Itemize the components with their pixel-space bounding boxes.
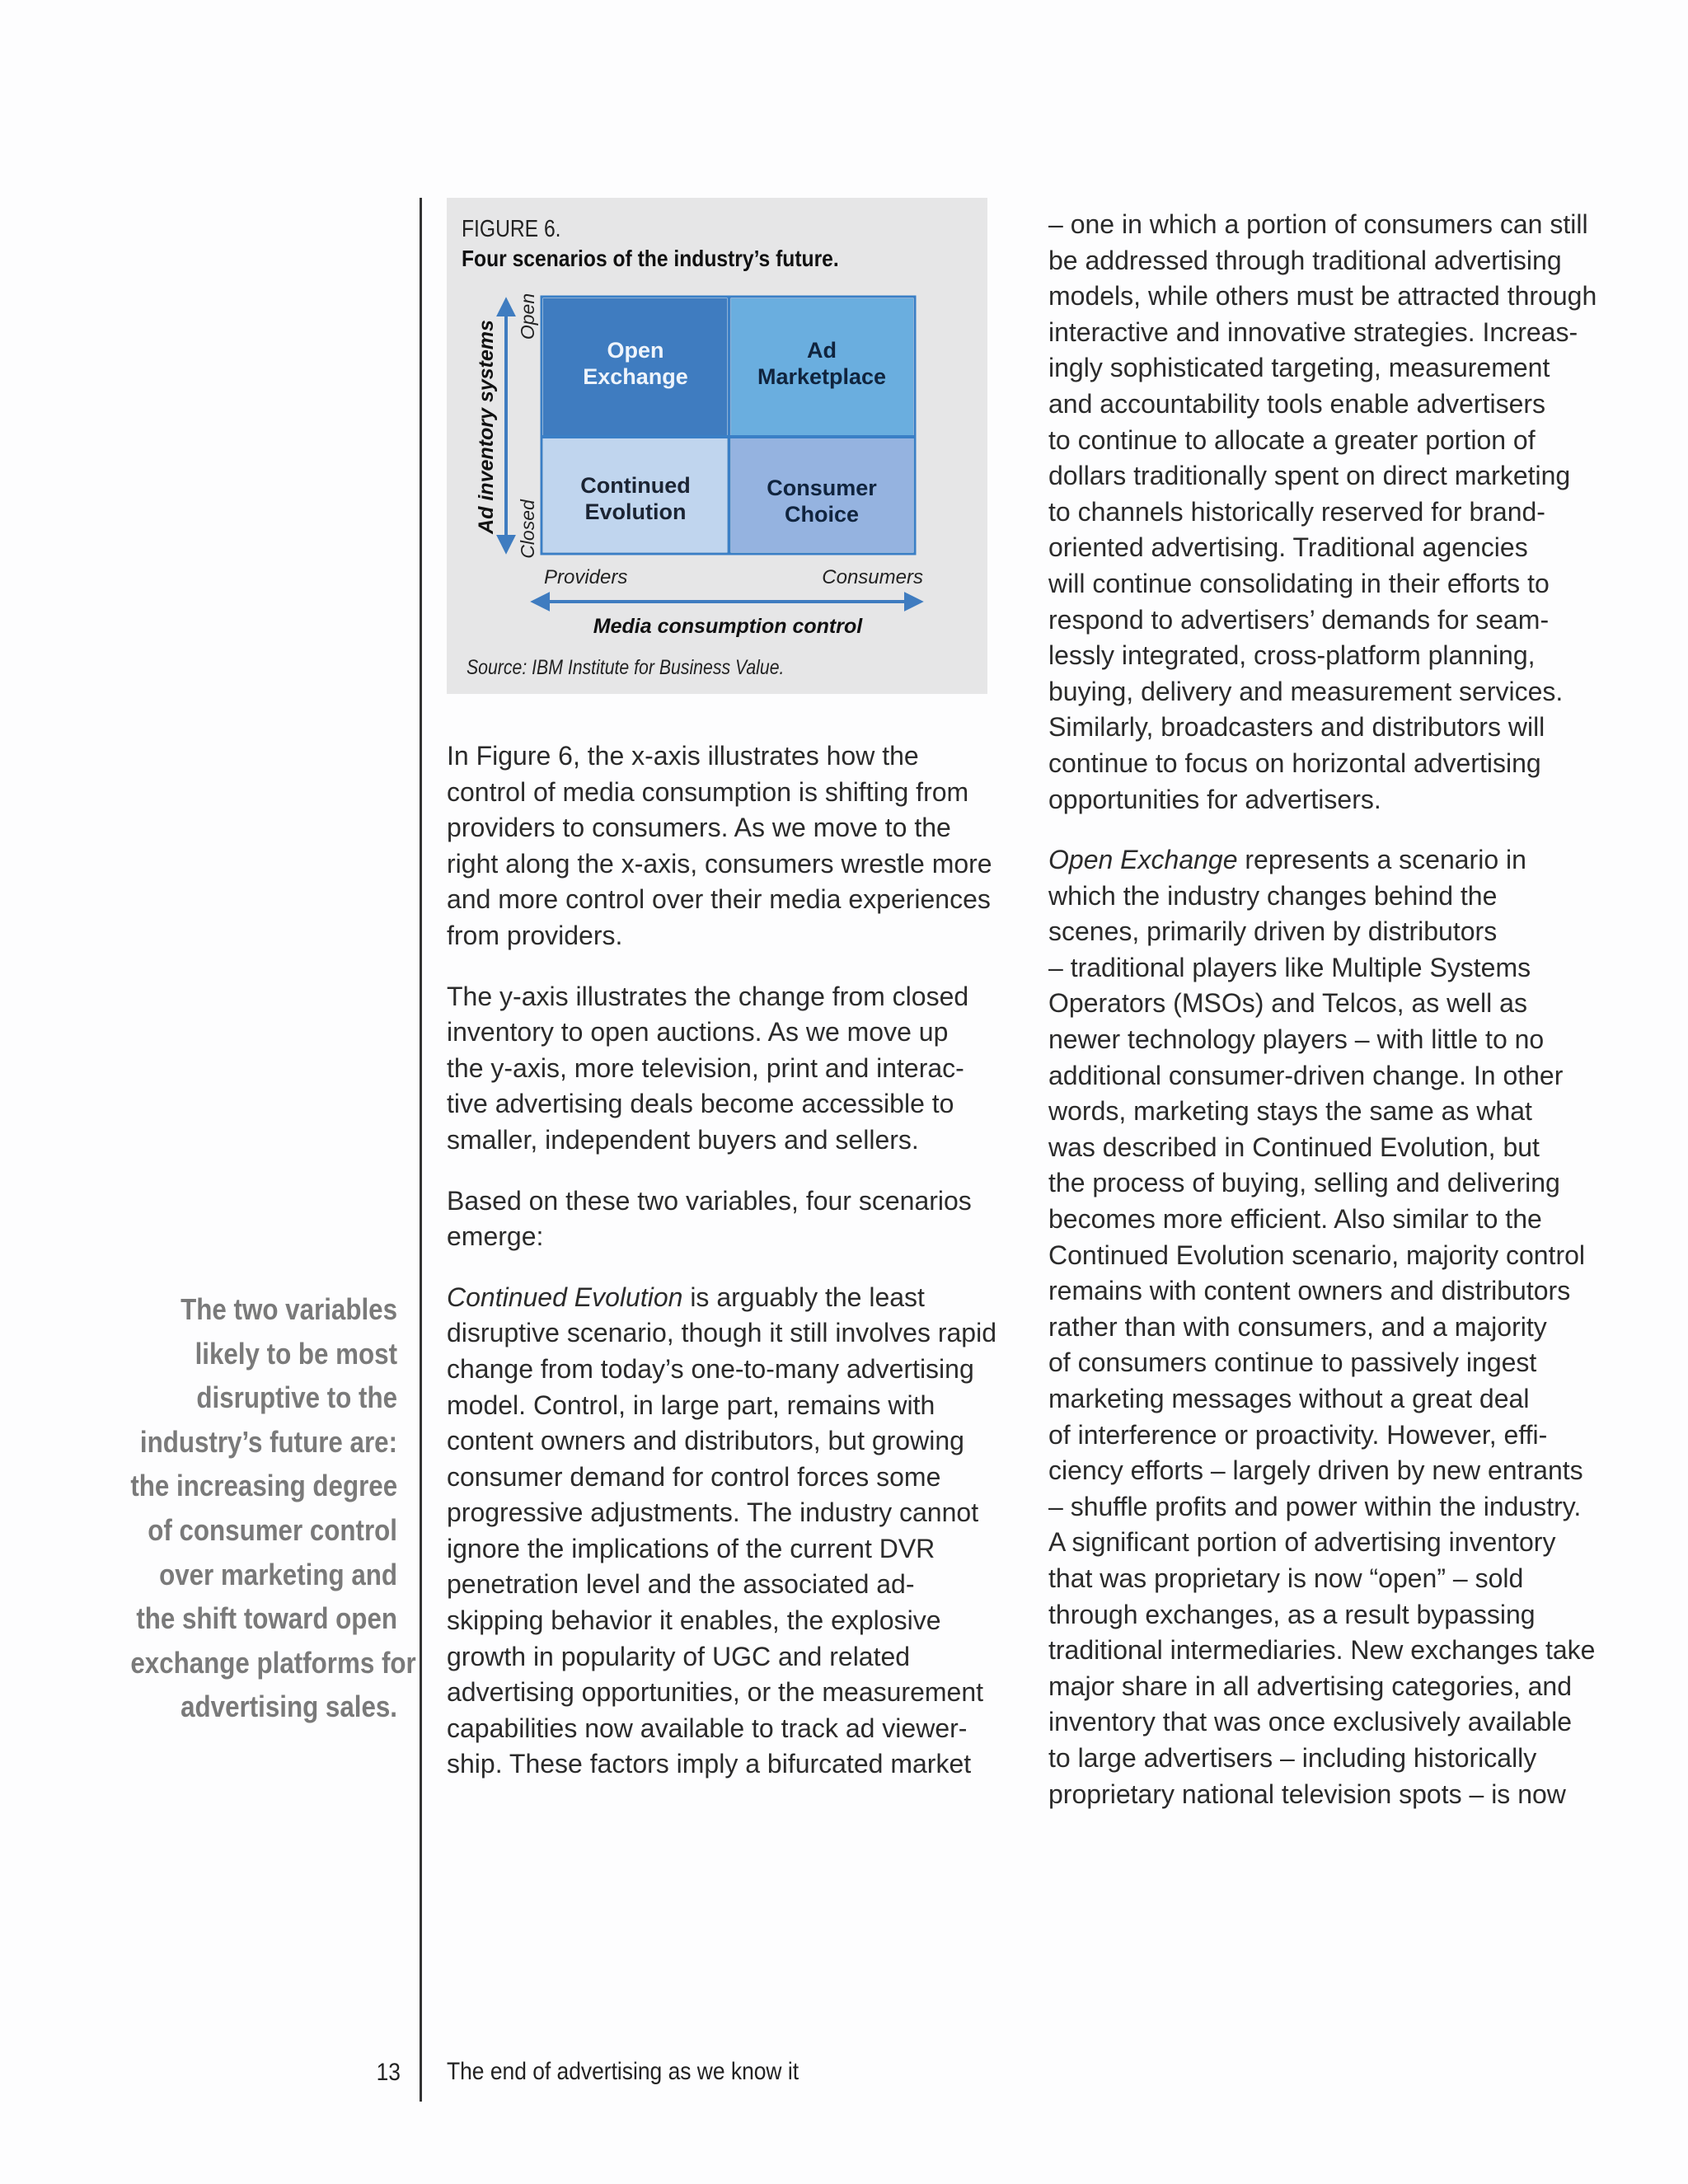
- text-line: advertising opportunities, or the measurement: [447, 1677, 984, 1708]
- text-line: words, marketing stays the same as what: [1048, 1096, 1532, 1127]
- text-line: disruptive scenario, though it still involves rapid: [447, 1318, 996, 1348]
- text-line: Similarly, broadcasters and distributors will: [1048, 712, 1545, 743]
- text-line: of interference or proactivity. However, effi-: [1048, 1419, 1548, 1450]
- text-line: will continue consolidating in their efforts to: [1048, 568, 1550, 598]
- paragraph: [447, 738, 999, 954]
- text-line: [447, 1280, 999, 1316]
- text-line: inventory that was once exclusively available: [1048, 1707, 1572, 1737]
- figure-title: Four scenarios of the industry’s future.: [462, 246, 839, 271]
- text-line: be addressed through traditional advertising: [1048, 245, 1562, 275]
- pull-quote-line: industry’s future are:: [139, 1424, 398, 1459]
- text-line: buying, delivery and measurement services.: [1048, 676, 1564, 706]
- text-line: rather than with consumers, and a majority: [1048, 1311, 1547, 1342]
- figure-source: Source: IBM Institute for Business Value.: [467, 656, 785, 679]
- scenario-name: Continued Evolution: [447, 1282, 683, 1312]
- text-line: consumer demand for control forces some: [447, 1461, 941, 1492]
- text-line: progressive adjustments. The industry cannot: [447, 1497, 979, 1528]
- y-axis-title: Ad inventory systems: [475, 320, 498, 534]
- text-line: oriented advertising. Traditional agencies: [1048, 532, 1528, 563]
- text-line: growth in popularity of UGC and related: [447, 1641, 911, 1671]
- pull-quote-line: the increasing degree: [130, 1469, 398, 1503]
- quadrant-label: Continued: [580, 473, 691, 498]
- quadrant-label: Consumer: [767, 476, 877, 500]
- x-axis-title: Media consumption control: [593, 615, 863, 638]
- pull-quote-line: disruptive to the: [196, 1380, 397, 1415]
- text-line: the process of buying, selling and delivering: [1048, 1168, 1560, 1198]
- paragraph: [1048, 842, 1617, 1812]
- text-line: proprietary national television spots – is now: [1048, 1779, 1566, 1809]
- text-line: right along the x-axis, consumers wrestle more: [447, 848, 992, 879]
- pull-quote-line: of consumer control: [148, 1512, 397, 1547]
- text-line: tive advertising deals become accessible to: [447, 1089, 954, 1119]
- pull-quote-line: advertising sales.: [181, 1690, 397, 1724]
- text-line: A significant portion of advertising inventory: [1048, 1527, 1556, 1558]
- text-line: ciency efforts – largely driven by new entrants: [1048, 1455, 1583, 1486]
- x-axis-consumers-label: Consumers: [822, 566, 923, 588]
- text-line: of consumers continue to passively ingest: [1048, 1347, 1537, 1378]
- text-line: opportunities for advertisers.: [1048, 784, 1381, 814]
- text-line: ingly sophisticated targeting, measurement: [1048, 353, 1550, 383]
- text-line: providers to consumers. As we move to the: [447, 813, 951, 843]
- quadrant-label: Open: [607, 338, 664, 363]
- text-line: remains with content owners and distributors: [1048, 1276, 1571, 1306]
- quadrant-label: Ad: [807, 338, 837, 363]
- footer-title: The end of advertising as we know it: [447, 2058, 799, 2085]
- text-line: penetration level and the associated ad-: [447, 1569, 915, 1600]
- text-line: traditional intermediaries. New exchanges take: [1048, 1635, 1596, 1666]
- pull-quote-line: exchange platforms for: [130, 1645, 416, 1680]
- text-fragment: represents a scenario in: [1237, 845, 1526, 875]
- text-line: was described in Continued Evolution, but: [1048, 1132, 1540, 1162]
- text-line: major share in all advertising categories, and: [1048, 1671, 1572, 1701]
- paragraph: [447, 1183, 999, 1255]
- body-column-left: [447, 738, 999, 1807]
- pull-quote-line: the shift toward open: [136, 1601, 397, 1636]
- text-line: ignore the implications of the current DVR: [447, 1533, 935, 1563]
- figure-6: [447, 198, 987, 694]
- text-line: [1048, 842, 1617, 879]
- pull-quote-line: over marketing and: [159, 1557, 398, 1591]
- text-line: Continued Evolution scenario, majority control: [1048, 1240, 1585, 1270]
- text-line: In Figure 6, the x-axis illustrates how the: [447, 741, 919, 771]
- text-line: emerge:: [447, 1221, 544, 1252]
- text-line: content owners and distributors, but growing: [447, 1426, 964, 1456]
- text-line: to continue to allocate a greater portion of: [1048, 424, 1536, 455]
- text-line: ship. These factors imply a bifurcated market: [447, 1749, 972, 1779]
- pull-quote-line: likely to be most: [195, 1336, 397, 1371]
- figure-label: FIGURE 6.: [462, 216, 561, 242]
- text-line: – traditional players like Multiple Systems: [1048, 952, 1531, 982]
- page-number: 13: [376, 2059, 401, 2086]
- text-fragment: is arguably the least: [682, 1282, 925, 1312]
- text-line: interactive and innovative strategies. Increas-: [1048, 316, 1578, 347]
- text-line: and more control over their media experiences: [447, 884, 991, 915]
- text-line: smaller, independent buyers and sellers.: [447, 1124, 919, 1155]
- quadrant-label: Exchange: [583, 364, 688, 389]
- text-line: Operators (MSOs) and Telcos, as well as: [1048, 988, 1527, 1019]
- text-line: becomes more efficient. Also similar to the: [1048, 1204, 1542, 1235]
- text-line: control of media consumption is shifting from: [447, 776, 969, 807]
- text-line: respond to advertisers’ demands for seam-: [1048, 604, 1550, 635]
- text-line: newer technology players – with little to no: [1048, 1024, 1545, 1055]
- text-line: lessly integrated, cross-platform planning,: [1048, 640, 1536, 671]
- text-line: skipping behavior it enables, the explosive: [447, 1605, 941, 1636]
- text-line: and accountability tools enable advertisers: [1048, 388, 1546, 419]
- text-line: from providers.: [447, 920, 623, 950]
- x-axis-providers-label: Providers: [544, 566, 628, 588]
- text-line: change from today’s one-to-many advertising: [447, 1353, 974, 1384]
- text-line: – shuffle profits and power within the industry.: [1048, 1491, 1582, 1521]
- body-column-right: [1048, 207, 1617, 1837]
- text-line: Based on these two variables, four scenarios: [447, 1185, 972, 1216]
- scenario-matrix: [447, 198, 987, 694]
- text-line: that was proprietary is now “open” – sold: [1048, 1563, 1524, 1593]
- text-line: scenes, primarily driven by distributors: [1048, 916, 1498, 947]
- quadrant-label: Evolution: [584, 499, 687, 524]
- pull-quote-line: The two variables: [181, 1292, 397, 1326]
- text-line: through exchanges, as a result bypassing: [1048, 1599, 1536, 1629]
- text-line: to channels historically reserved for brand-: [1048, 496, 1545, 527]
- text-line: capabilities now available to track ad viewer-: [447, 1713, 968, 1743]
- text-line: continue to focus on horizontal advertising: [1048, 748, 1541, 778]
- text-line: which the industry changes behind the: [1048, 880, 1498, 911]
- paragraph: [447, 1280, 999, 1783]
- text-line: – one in which a portion of consumers can still: [1048, 209, 1588, 239]
- text-line: models, while others must be attracted through: [1048, 281, 1597, 312]
- quadrant-label: Marketplace: [757, 364, 887, 389]
- text-line: the y-axis, more television, print and interac-: [447, 1052, 964, 1083]
- pull-quote: [130, 1287, 416, 1729]
- text-line: model. Control, in large part, remains with: [447, 1390, 935, 1420]
- text-line: to large advertisers – including historically: [1048, 1742, 1537, 1773]
- y-axis-closed-label: Closed: [517, 499, 538, 559]
- quadrant-label: Choice: [784, 502, 860, 527]
- scenario-name: Open Exchange: [1048, 845, 1238, 875]
- text-line: additional consumer-driven change. In other: [1048, 1060, 1564, 1090]
- text-line: The y-axis illustrates the change from closed: [447, 981, 969, 1011]
- paragraph: [447, 979, 999, 1159]
- vertical-rule: [420, 198, 422, 2102]
- paragraph: [1048, 207, 1617, 818]
- text-line: inventory to open auctions. As we move up: [447, 1017, 949, 1047]
- text-line: marketing messages without a great deal: [1048, 1384, 1530, 1413]
- text-line: dollars traditionally spent on direct marketing: [1048, 461, 1571, 491]
- y-axis-open-label: Open: [517, 293, 538, 340]
